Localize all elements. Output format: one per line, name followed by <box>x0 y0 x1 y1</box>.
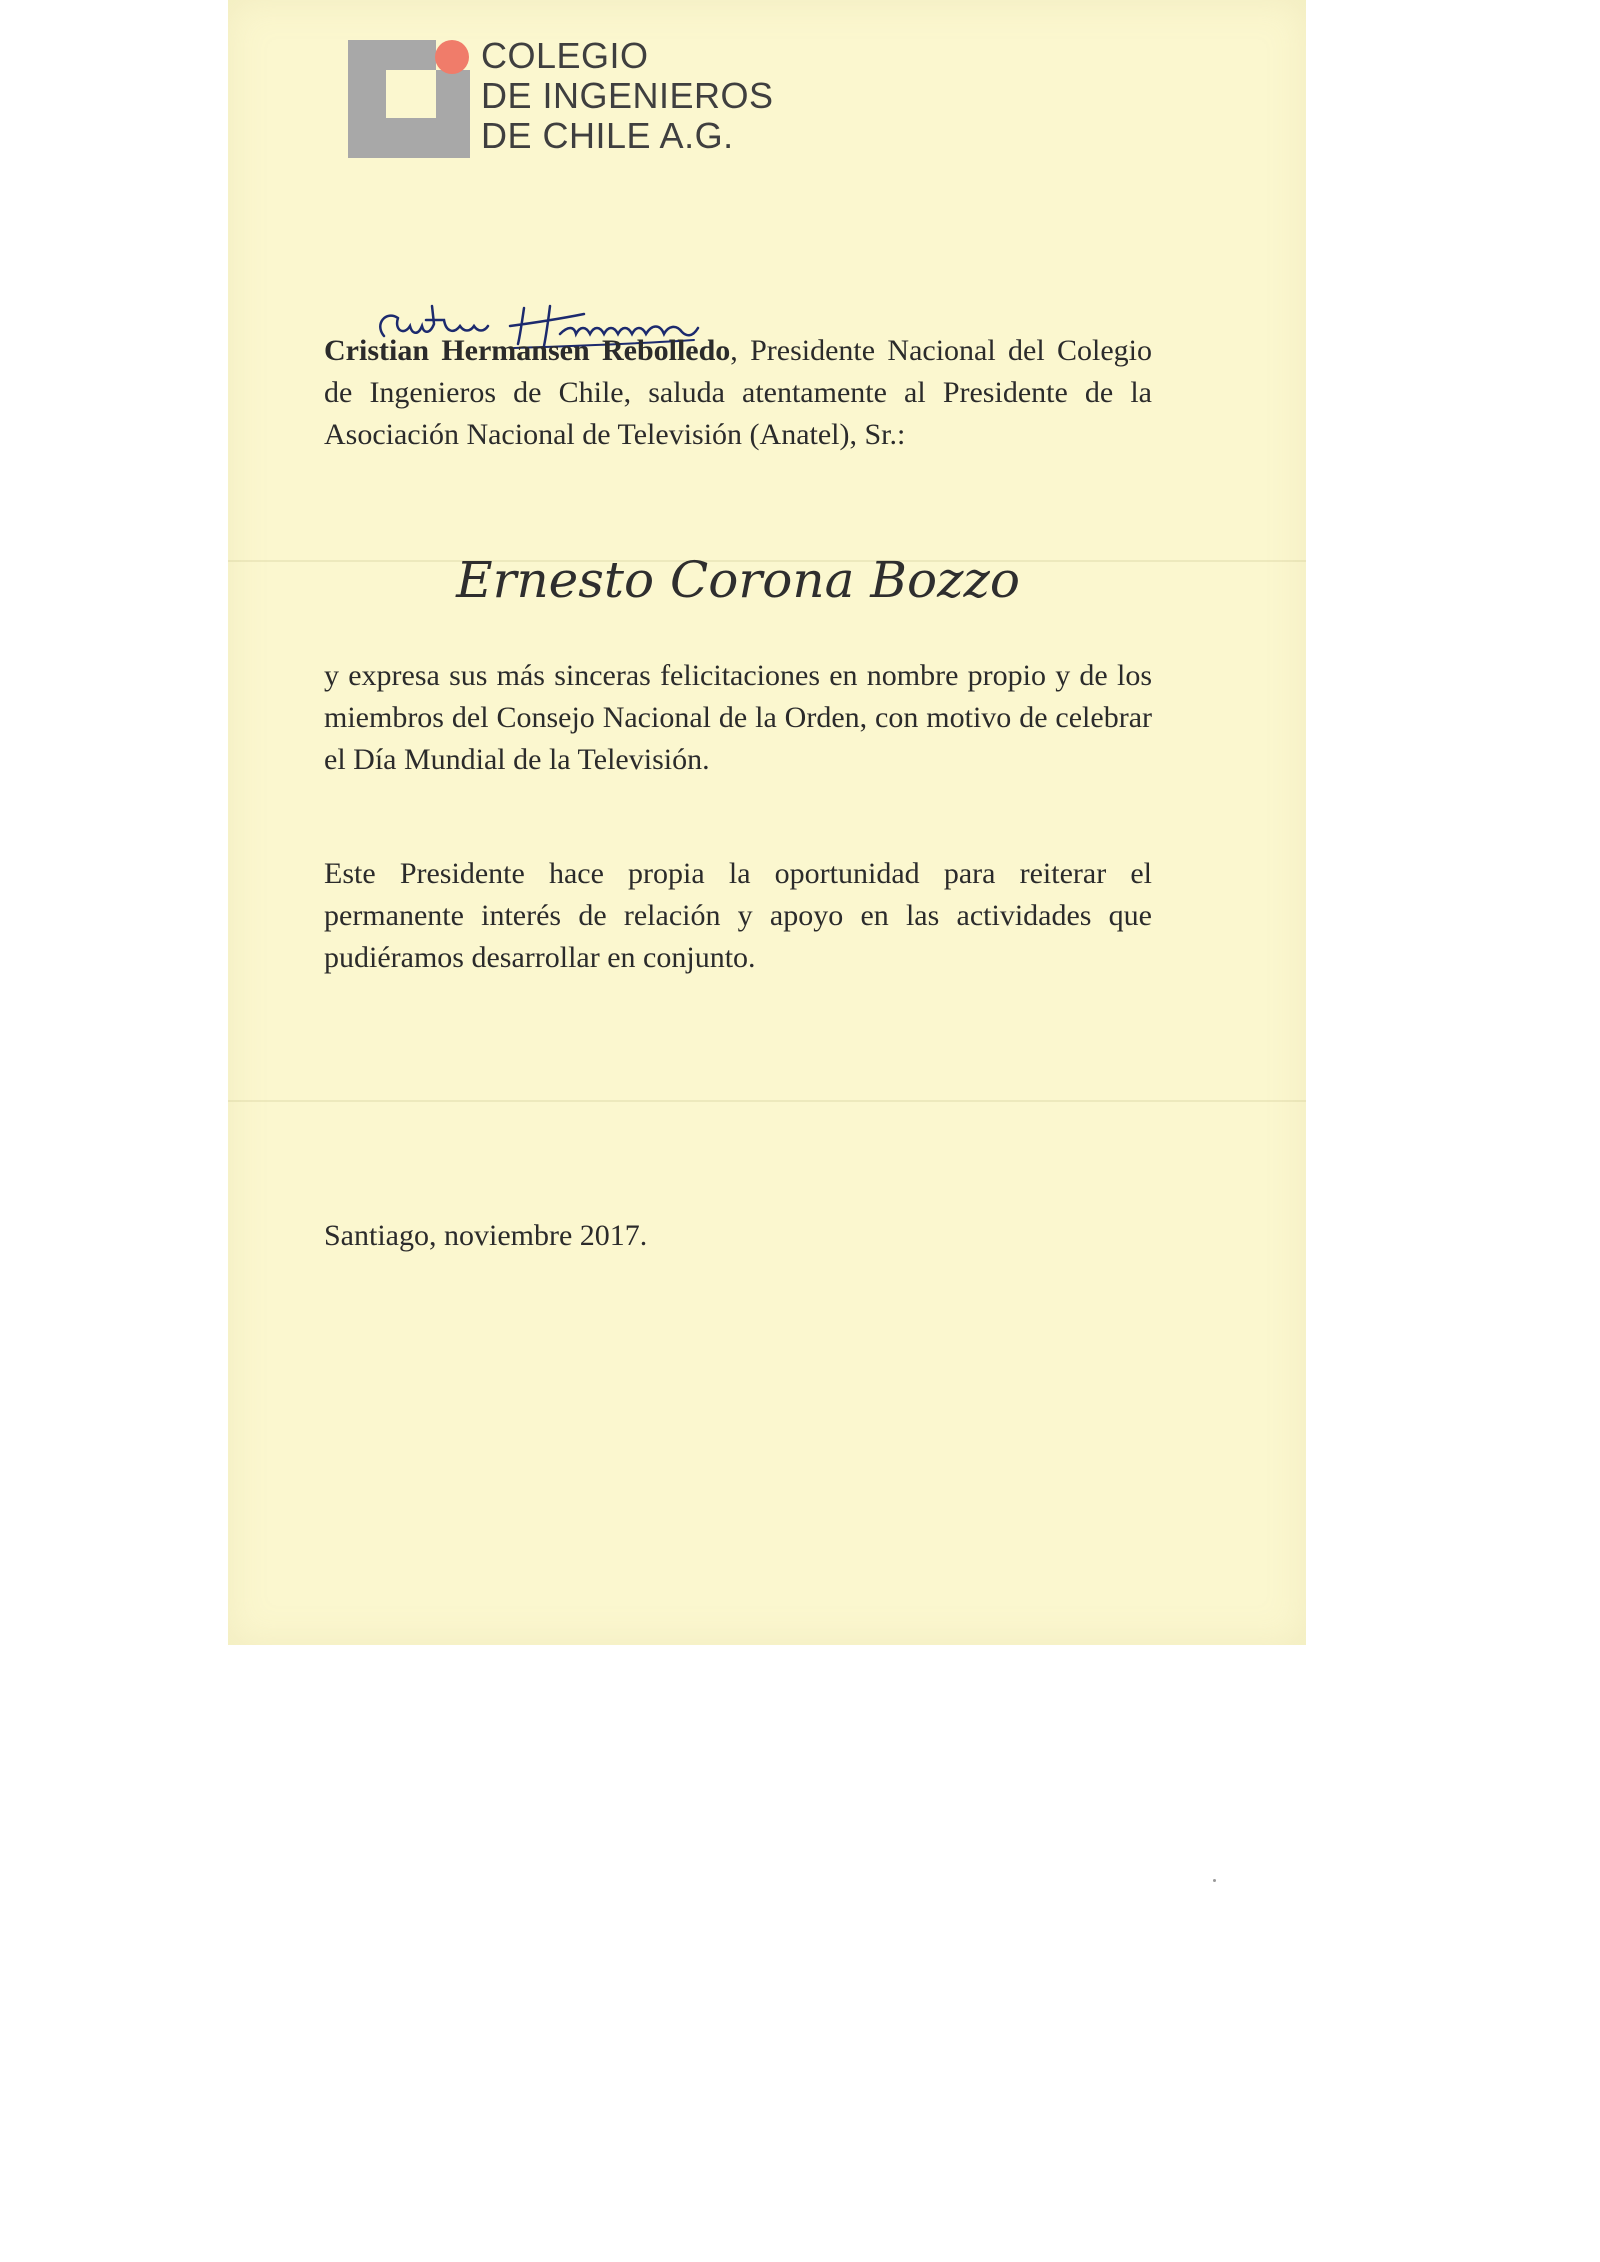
logo-mark-icon <box>348 40 470 158</box>
recipient-name: Ernesto Corona Bozzo <box>456 551 1020 609</box>
logo-line-2: DE INGENIEROS <box>481 75 774 116</box>
institution-logo <box>348 36 800 164</box>
letter-paper <box>228 0 1306 1645</box>
sender-name: Cristian Hermansen Rebolledo <box>324 334 731 367</box>
logo-line-1: COLEGIO <box>481 35 649 76</box>
closing-paragraph: Este Presidente hace propia la oportunidad para reiterar el permanente interés de relación y apoyo en las actividades que pudiéramos desarrollar en conjunto. <box>324 857 1152 974</box>
logo-wordmark <box>481 36 774 156</box>
logo-line-3: DE CHILE A.G. <box>481 115 734 156</box>
paper-fold-line <box>228 1100 1306 1102</box>
intro-paragraph <box>324 330 1152 456</box>
intro-text: , Presidente Nacional del Colegio de Ingenieros de Chile, saluda atentamente al Presidente de la Asociación Nacional de Televisión (Anatel), Sr.: <box>324 334 1152 451</box>
congratulations-paragraph: y expresa sus más sinceras felicitaciones en nombre propio y de los miembros del Consejo Nacional de la Orden, con motivo de celebrar el Día Mundial de la Televisión. <box>324 659 1152 776</box>
place-date: Santiago, noviembre 2017. <box>324 1219 648 1252</box>
scan-speck <box>1213 1879 1216 1882</box>
